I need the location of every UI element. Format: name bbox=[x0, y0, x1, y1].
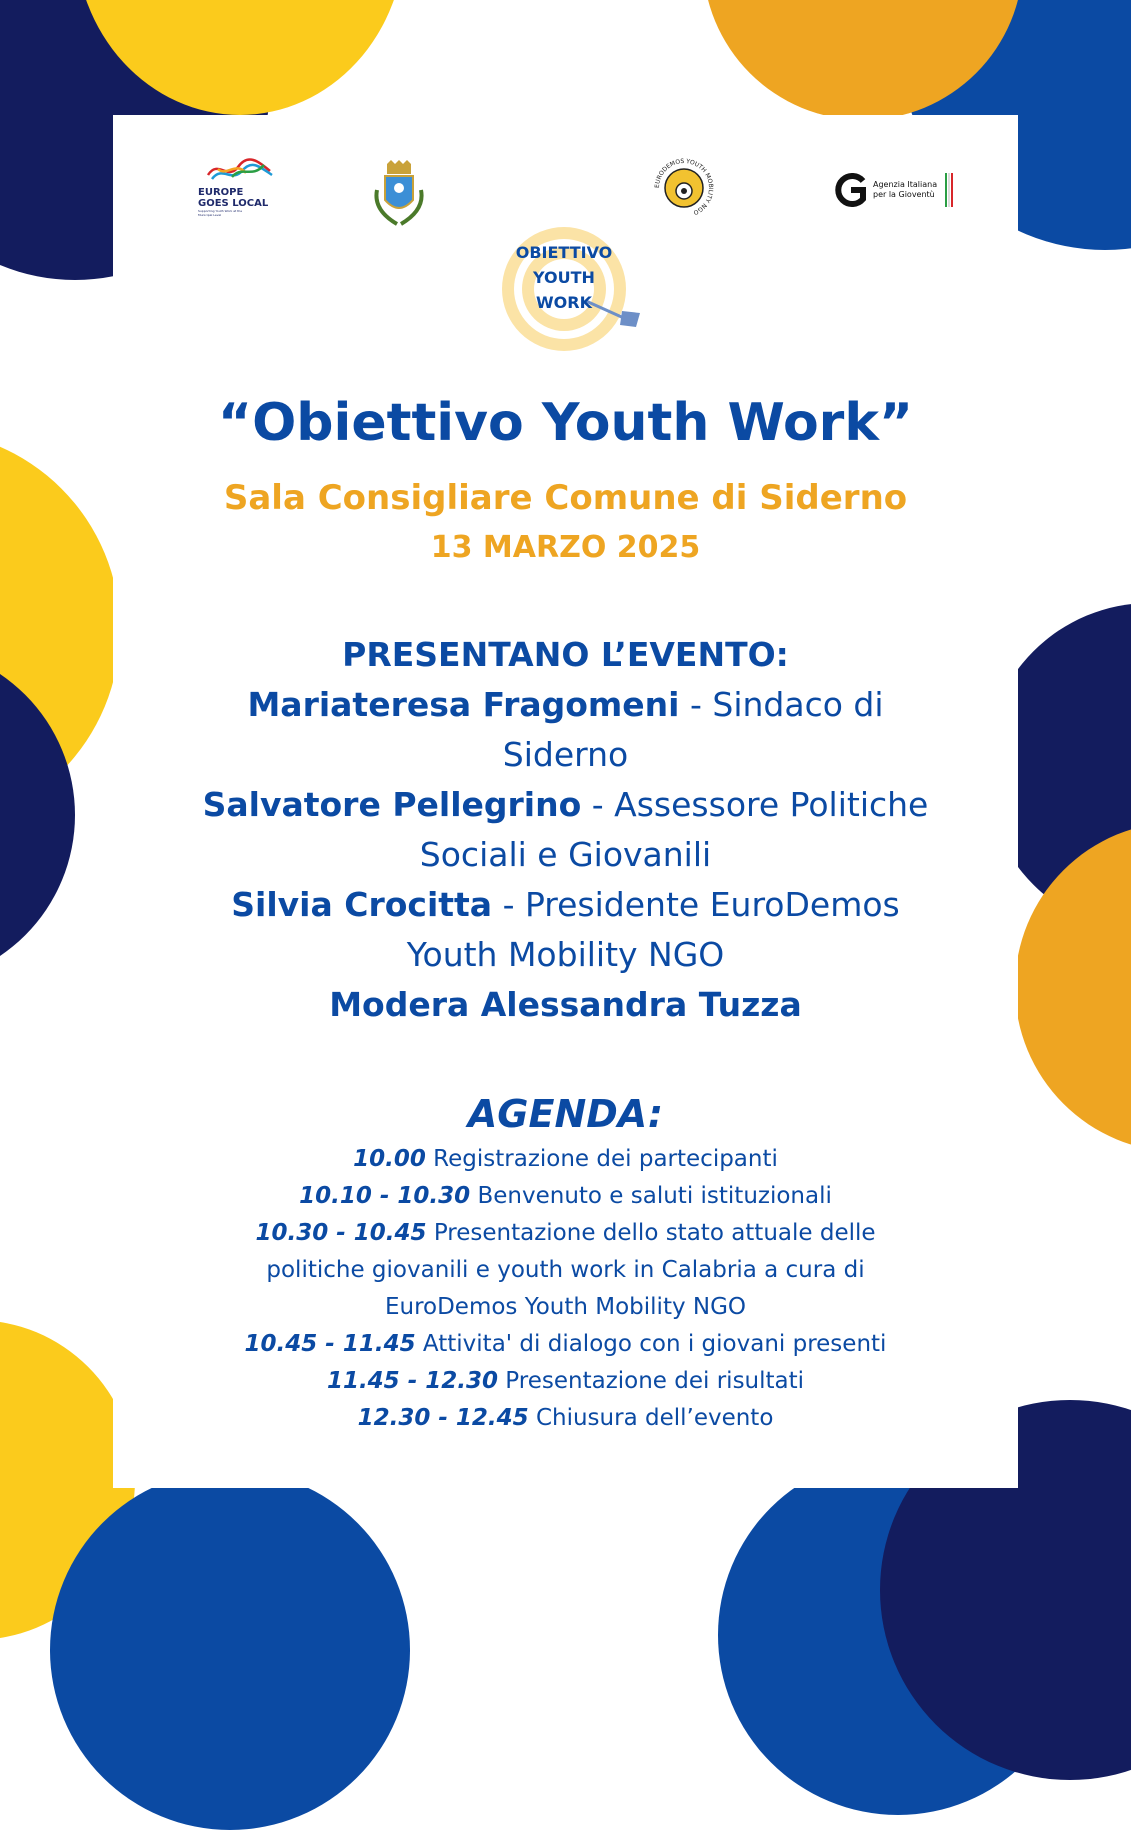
deco-circle-blue-bottomleft bbox=[50, 1470, 410, 1830]
agenda-item bbox=[113, 1326, 1018, 1363]
agenzia-gioventu-logo bbox=[833, 173, 973, 213]
agenda-time: 10.10 - 10.30 bbox=[299, 1183, 471, 1209]
egl-line2: GOES LOCAL bbox=[198, 198, 269, 209]
agenda-time: 12.30 - 12.45 bbox=[357, 1405, 529, 1431]
agenda-heading: AGENDA: bbox=[467, 1092, 664, 1136]
presenter-role: - Sindaco di bbox=[679, 685, 884, 724]
italian-flag-bars bbox=[945, 173, 953, 207]
crest-icon bbox=[371, 160, 427, 232]
agenda-text-continued: EuroDemos Youth Mobility NGO bbox=[384, 1294, 747, 1320]
agenda-text: Presentazione dello stato attuale delle bbox=[426, 1220, 876, 1246]
presenters-heading: PRESENTANO L’EVENTO: bbox=[342, 635, 789, 674]
presenter-role-continued: Siderno bbox=[502, 735, 629, 774]
agenda-text: Registrazione dei partecipanti bbox=[425, 1146, 778, 1172]
event-date: 13 MARZO 2025 bbox=[430, 530, 701, 565]
eurodemos-logo bbox=[651, 155, 717, 221]
agenda-time: 11.45 - 12.30 bbox=[326, 1368, 498, 1394]
presenter-name: Salvatore Pellegrino bbox=[202, 785, 582, 824]
presenter-role-continued: Sociali e Giovanili bbox=[419, 835, 712, 874]
agenda-item bbox=[113, 1215, 1018, 1252]
agenda-item bbox=[113, 1141, 1018, 1178]
egl-line1: EUROPE bbox=[198, 187, 244, 198]
agenda-time: 10.45 - 11.45 bbox=[244, 1331, 416, 1357]
agenda-item bbox=[113, 1178, 1018, 1215]
presenter-name: Mariateresa Fragomeni bbox=[247, 685, 680, 724]
poster-card bbox=[113, 115, 1018, 1488]
eurodemos-emblem-icon bbox=[651, 155, 717, 221]
obiettivo-target-logo bbox=[498, 223, 658, 355]
agenda-item bbox=[113, 1363, 1018, 1400]
moderator: Modera Alessandra Tuzza bbox=[329, 985, 802, 1024]
egl-tagline: Supporting Youth Work at the Municipal Level bbox=[198, 209, 243, 217]
agenzia-g-icon bbox=[833, 173, 869, 207]
agenda-item bbox=[113, 1400, 1018, 1437]
agenda-section bbox=[113, 1087, 1018, 1437]
agenda-text: Benvenuto e saluti istituzionali bbox=[470, 1183, 832, 1209]
event-title: “Obiettivo Youth Work” bbox=[217, 393, 914, 453]
ribbon-icon bbox=[198, 157, 278, 183]
presenter-role-continued: Youth Mobility NGO bbox=[406, 935, 725, 974]
agenda-time: 10.00 bbox=[353, 1146, 426, 1172]
agenda-text: Presentazione dei risultati bbox=[498, 1368, 805, 1394]
agenda-text: Attivita' di dialogo con i giovani presenti bbox=[415, 1331, 887, 1357]
presenter-row bbox=[113, 780, 1018, 830]
target-text-line2: YOUTH bbox=[533, 268, 595, 287]
target-text-line3: WORK bbox=[536, 293, 592, 312]
agenda-time: 10.30 - 10.45 bbox=[255, 1220, 427, 1246]
event-venue: Sala Consigliare Comune di Siderno bbox=[223, 478, 908, 518]
presenter-role: - Presidente EuroDemos bbox=[492, 885, 900, 924]
target-text-line1: OBIETTIVO bbox=[515, 243, 613, 262]
presenter-row bbox=[113, 680, 1018, 730]
agenda-text: Chiusura dell’evento bbox=[528, 1405, 774, 1431]
agenzia-line2: per la Gioventù bbox=[873, 190, 935, 199]
presenter-role: - Assessore Politiche bbox=[581, 785, 929, 824]
presenters-section bbox=[113, 630, 1018, 1030]
europe-goes-local-logo bbox=[198, 157, 278, 217]
municipality-crest-logo bbox=[371, 160, 427, 232]
agenda-text-continued: politiche giovanili e youth work in Calabria a cura di bbox=[266, 1257, 865, 1283]
agenzia-line1: Agenzia Italiana bbox=[873, 180, 938, 189]
presenter-row bbox=[113, 880, 1018, 930]
eurodemos-ring-text: EURODEMOS YOUTH MOBILITY NGO bbox=[653, 157, 715, 216]
presenter-name: Silvia Crocitta bbox=[231, 885, 493, 924]
